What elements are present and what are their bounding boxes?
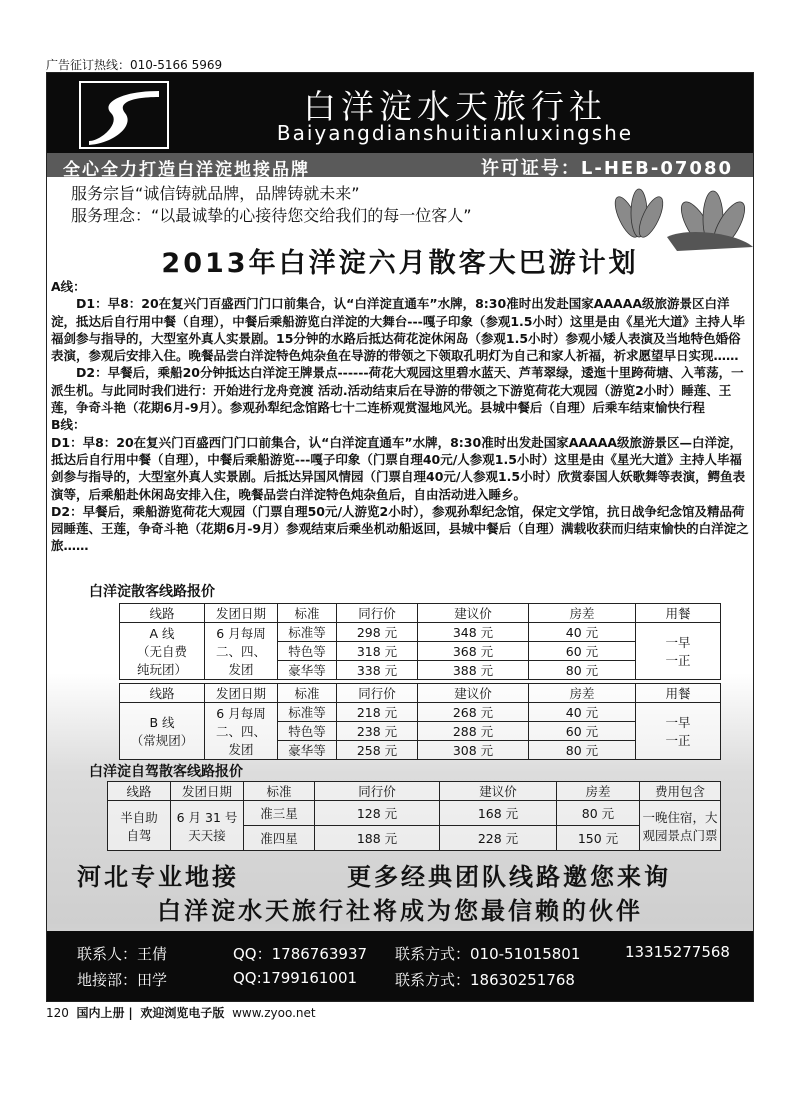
table-cell: 188 元	[315, 826, 440, 851]
table-header: 标准	[278, 604, 337, 623]
header-bar	[47, 73, 753, 153]
page-separator: |	[128, 1006, 133, 1020]
date-cell: 6 月每周 二、四、 发团	[205, 623, 278, 680]
table-cell: 150 元	[557, 826, 640, 851]
license-number: 许可证号：L-HEB-07080	[480, 158, 733, 179]
contact-phone1: 联系方式：010-51015801	[395, 945, 581, 963]
table-cell: 40 元	[529, 623, 636, 642]
table-header-row	[108, 782, 721, 801]
includes-cell: 一晚住宿，大 观园景点门票	[640, 801, 721, 851]
page-number: 120	[46, 1006, 69, 1020]
page-title: 2013年白洋淀六月散客大巴游计划	[161, 248, 639, 279]
table-header: 费用包含	[640, 782, 721, 801]
price-table-a	[119, 603, 721, 680]
table-cell: 标准等	[278, 623, 337, 642]
table-header: 发团日期	[171, 782, 244, 801]
table-cell: 298 元	[337, 623, 418, 642]
route-cell: A 线 （无自费 纯玩团）	[120, 623, 205, 680]
route-a-day1: D1：早8：20在复兴门百盛西门门口前集合，认“白洋淀直通车”水牌，8:30准时出发赴国家AAAAA级旅游景区白洋淀，抵达后自行用中餐（自理），中餐后乘船游览白洋淀的大舞台---嘎子印象（参观1.5小时）这里是由《星光大道》主持人毕福剑参与指导的，大型室外真人实景剧。15分钟的水路后抵达荷花淀休闲岛（参观1.5小时）参观小矮人表演及当地特色婚俗表演，参观后安排入住。晚餐品尝白洋淀特色炖杂鱼在导游的带领之下领取孔明灯为自己和家人祈福，祈求愿望早日实现……	[51, 296, 745, 364]
price-table-b	[119, 683, 721, 760]
ad-hotline: 广告征订热线：010-5166 5969	[46, 58, 223, 72]
table-header: 房差	[529, 684, 636, 703]
contact-person: 联系人：王倩	[77, 945, 168, 963]
contact-qq1: QQ：1786763937	[233, 945, 368, 963]
meal-cell: 一早 一正	[636, 703, 721, 760]
brand-name-en: Baiyangdianshuitianluxingshe	[276, 121, 634, 145]
table-cell: 标准等	[278, 703, 337, 722]
contact-mobile1: 13315277568	[625, 943, 730, 961]
table-cell: 豪华等	[278, 741, 337, 760]
table-cell: 准三星	[244, 801, 315, 826]
slogan-line2: 白洋淀水天旅行社将成为您最信赖的伙伴	[157, 897, 643, 925]
table-header: 同行价	[337, 684, 418, 703]
table-header: 建议价	[418, 604, 529, 623]
table-header: 标准	[278, 684, 337, 703]
itinerary-text	[51, 278, 751, 555]
slogan-left: 河北专业地接	[77, 863, 239, 891]
contact-phone2: 联系方式：18630251768	[395, 971, 575, 989]
contact-footer	[47, 931, 753, 1001]
table-cell: 238 元	[337, 722, 418, 741]
table-cell: 388 元	[418, 661, 529, 680]
advert-frame	[46, 72, 754, 1002]
route-cell: B 线 （常规团）	[120, 703, 205, 760]
route-b-day1: D1：早8：20在复兴门百盛西门门口前集合，认“白洋淀直通车”水牌，8:30准时出发赴国家AAAAA级旅游景区—白洋淀，抵达后自行用中餐（自理），中餐后乘船游览---嘎子印象（门票自理40元/人参观1.5小时）这里是由《星光大道》主持人毕福剑参与指导的，大型室外真人实景剧。后抵达异国风情园（门票自理40元/人参观1.5小时）欣赏泰国人妖歌舞等表演，鳄鱼表演等，后乘船赴休闲岛安排入住，晚餐品尝白洋淀特色炖杂鱼后，自由活动进入睡乡。	[51, 434, 746, 502]
table-header: 房差	[557, 782, 640, 801]
brand-name-cn: 白洋淀水天旅行社	[303, 87, 607, 126]
price-section-title: 白洋淀散客线路报价	[89, 584, 215, 600]
table-header: 标准	[244, 782, 315, 801]
date-cell: 6 月每周 二、四、 发团	[205, 703, 278, 760]
table-header-row	[120, 604, 721, 623]
table-cell: 348 元	[418, 623, 529, 642]
route-a-day2: D2：早餐后，乘船20分钟抵达白洋淀王牌景点------荷花大观园这里碧水蓝天、芦苇翠绿，逶迤十里跨荷塘、入苇荡，一派生机。与此同时我们进行：开始进行龙舟竞渡 活动.活动结束后在导游的带领之下游览荷花大观园（游览2小时）睡莲、王莲，争奇斗艳（花期6月-9月）。参观孙犁纪念馆路七十二连桥观赏湿地风光。县城中餐后（自理）后乘车结束愉快行程	[51, 365, 744, 416]
table-header: 建议价	[440, 782, 557, 801]
table-header: 用餐	[636, 604, 721, 623]
meal-cell: 一早 一正	[636, 623, 721, 680]
table-header: 线路	[108, 782, 171, 801]
table-header: 用餐	[636, 684, 721, 703]
table-cell: 368 元	[418, 642, 529, 661]
table-cell: 228 元	[440, 826, 557, 851]
table-header: 线路	[120, 684, 205, 703]
table-cell: 128 元	[315, 801, 440, 826]
route-b-label: B线：	[51, 417, 86, 433]
table-header: 发团日期	[205, 684, 278, 703]
table-cell: 288 元	[418, 722, 529, 741]
selfdrive-section-title: 白洋淀自驾散客线路报价	[89, 764, 243, 780]
table-cell: 特色等	[278, 722, 337, 741]
table-cell: 80 元	[557, 801, 640, 826]
tagline-band	[47, 153, 753, 180]
service-motto: 服务宗旨“诚信铸就品牌，品牌铸就未来”	[71, 184, 360, 203]
route-b-day2: D2：早餐后，乘船游览荷花大观园（门票自理50元/人游览2小时），参观孙犁纪念馆，保定文学馆，抗日战争纪念馆及精品荷园睡莲、王莲，争奇斗艳（花期6月-9月）参观结束后乘坐机动船返回，县城中餐后（自理）满载收获而归结束愉快的白洋淀之旅……	[51, 503, 749, 554]
page-footer	[46, 1004, 316, 1021]
table-cell: 豪华等	[278, 661, 337, 680]
contact-qq2: QQ:1799161001	[233, 969, 358, 987]
table-cell: 60 元	[529, 722, 636, 741]
selfdrive-price-table	[107, 781, 721, 851]
table-header: 房差	[529, 604, 636, 623]
table-cell: 40 元	[529, 703, 636, 722]
route-cell: 半自助 自驾	[108, 801, 171, 851]
table-row	[120, 703, 721, 722]
website-link[interactable]: www.zyoo.net	[232, 1006, 316, 1020]
page-section: 国内上册	[76, 1006, 125, 1020]
page-note: 欢迎浏览电子版	[140, 1006, 225, 1020]
date-cell: 6 月 31 号 天天接	[171, 801, 244, 851]
table-cell: 258 元	[337, 741, 418, 760]
table-cell: 80 元	[529, 741, 636, 760]
service-concept: 服务理念：“以最诚挚的心接待您交给我们的每一位客人”	[71, 206, 472, 225]
table-cell: 特色等	[278, 642, 337, 661]
table-header: 同行价	[337, 604, 418, 623]
table-header: 线路	[120, 604, 205, 623]
table-cell: 168 元	[440, 801, 557, 826]
table-row	[108, 801, 721, 826]
table-cell: 80 元	[529, 661, 636, 680]
table-cell: 60 元	[529, 642, 636, 661]
table-cell: 准四星	[244, 826, 315, 851]
slogan-right: 更多经典团队线路邀您来询	[347, 863, 671, 891]
table-row	[120, 623, 721, 642]
route-a-label: A线：	[51, 279, 86, 294]
brand-tagline: 全心全力打造白洋淀地接品牌	[63, 160, 310, 180]
table-header: 发团日期	[205, 604, 278, 623]
table-cell: 338 元	[337, 661, 418, 680]
table-cell: 218 元	[337, 703, 418, 722]
table-cell: 308 元	[418, 741, 529, 760]
table-header: 建议价	[418, 684, 529, 703]
table-cell: 318 元	[337, 642, 418, 661]
table-cell: 268 元	[418, 703, 529, 722]
contact-dept: 地接部：田学	[77, 971, 168, 989]
table-header-row	[120, 684, 721, 703]
table-header: 同行价	[315, 782, 440, 801]
